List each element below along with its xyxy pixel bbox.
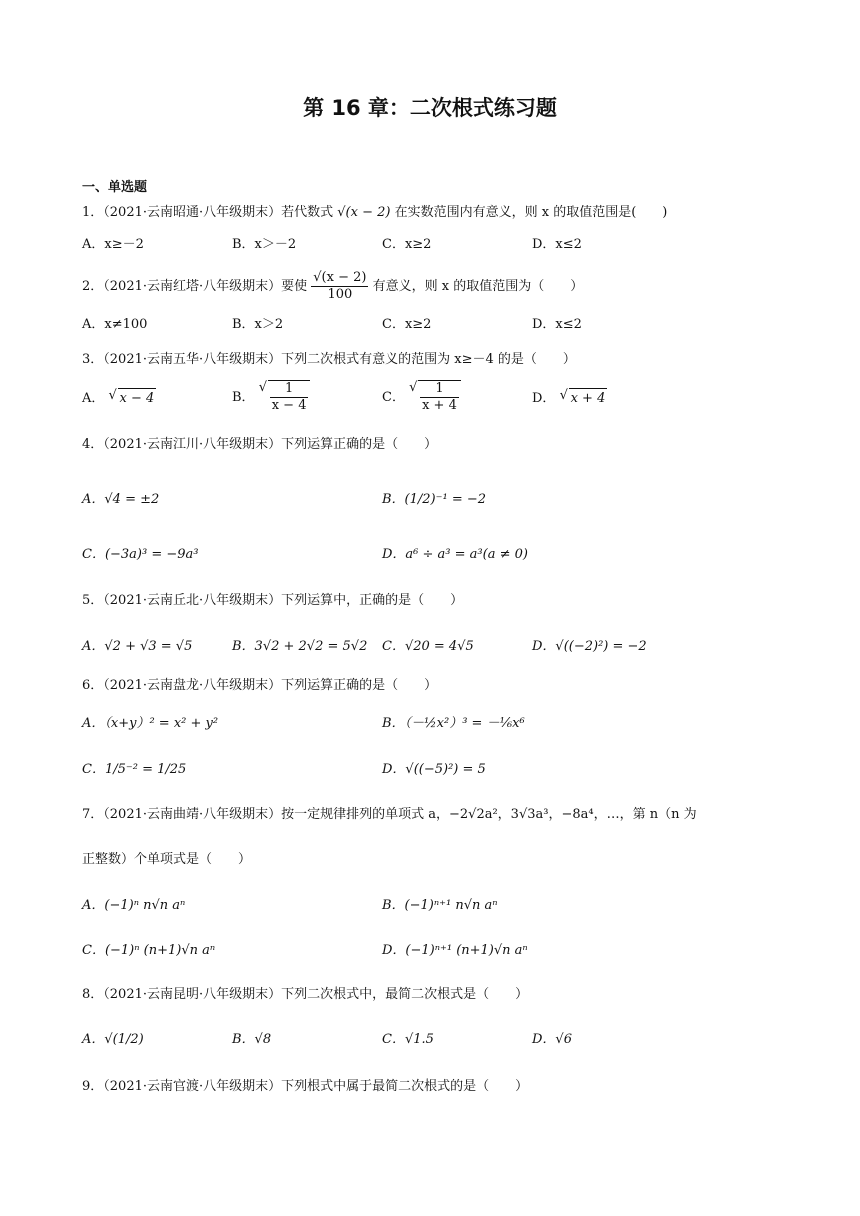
option-label: B． [232, 390, 255, 405]
question-3: 3．（2021·云南五华·八年级期末）下列二次根式有意义的范围为 x≥－4 的是（ ） [82, 352, 576, 367]
option-c [382, 380, 461, 414]
option-b: B．(−1)ⁿ⁺¹ n√n aⁿ [382, 898, 498, 913]
fraction-denominator: x + 4 [422, 398, 457, 413]
option-c: C．√1.5 [382, 1032, 434, 1047]
option-label: A． [82, 391, 105, 406]
option-label: C． [382, 390, 405, 405]
option-c: C．√20 = 4√5 [382, 639, 474, 654]
radical-expression [259, 380, 311, 414]
option-d: D．(−1)ⁿ⁺¹ (n+1)√n aⁿ [382, 943, 528, 958]
radicand: x + 4 [569, 388, 608, 409]
option-a: A．x≥－2 [82, 237, 144, 252]
question-7-continued: 正整数）个单项式是（ ） [82, 852, 252, 867]
question-stem-tail: 在实数范围内有意义，则 x 的取值范围是( ) [394, 205, 668, 220]
question-7: 7．（2021·云南曲靖·八年级期末）按一定规律排列的单项式 a，−2√2a²，3√3a³，−8a⁴，…，第 n（n 为 [82, 807, 697, 822]
option-a: A．x≠100 [82, 317, 148, 332]
fraction-numerator: √(x − 2) [313, 270, 367, 285]
option-c: C．(−3a)³ = −9a³ [82, 547, 199, 562]
option-a: A．√2 + √3 = √5 [82, 639, 193, 654]
option-d: D．√((−2)²) = −2 [532, 639, 647, 654]
question-8: 8．（2021·云南昆明·八年级期末）下列二次根式中，最简二次根式是（ ） [82, 987, 529, 1002]
option-d: D．x≤2 [532, 317, 582, 332]
question-4: 4．（2021·云南江川·八年级期末）下列运算正确的是（ ） [82, 437, 438, 452]
fraction-numerator: √ 1 [270, 381, 309, 398]
radical-expression [409, 380, 461, 414]
option-b [232, 380, 310, 414]
question-expression: √(x − 2) [337, 205, 391, 220]
option-c: C．x≥2 [382, 237, 432, 252]
radical-expression [560, 388, 608, 409]
option-d: D．√6 [532, 1032, 572, 1047]
radicand: x − 4 [118, 388, 157, 409]
option-b: B．x＞2 [232, 317, 284, 332]
radical-expression [109, 388, 157, 409]
fraction-numerator: √ 1 [420, 381, 459, 398]
option-c: C．(−1)ⁿ (n+1)√n aⁿ [82, 943, 216, 958]
question-9: 9．（2021·云南官渡·八年级期末）下列根式中属于最简二次根式的是（ ） [82, 1079, 529, 1094]
option-d: D．√((−5)²) = 5 [382, 762, 486, 777]
option-label: D． [532, 391, 556, 406]
question-stem: 1．（2021·云南昭通·八年级期末）若代数式 [82, 205, 334, 220]
option-d [532, 388, 607, 409]
option-b: B．√8 [232, 1032, 272, 1047]
fraction-denominator: 100 [327, 287, 353, 302]
option-d: D．x≤2 [532, 237, 582, 252]
section-heading: 一、单选题 [82, 180, 148, 195]
question-5: 5．（2021·云南丘北·八年级期末）下列运算中，正确的是（ ） [82, 593, 464, 608]
option-a: A．√(1/2) [82, 1032, 144, 1047]
question-stem-tail: 有意义，则 x 的取值范围为（ ） [372, 279, 584, 294]
option-a: A．√4 = ±2 [82, 492, 160, 507]
question-6: 6．（2021·云南盘龙·八年级期末）下列运算正确的是（ ） [82, 678, 438, 693]
question-fraction [311, 270, 368, 303]
option-b: B．(1/2)⁻¹ = −2 [382, 492, 487, 507]
option-d: D．a⁶ ÷ a³ = a³(a ≠ 0) [382, 547, 528, 562]
option-b: B．（－½x²）³ = －⅙x⁶ [382, 716, 525, 731]
option-c: C．x≥2 [382, 317, 432, 332]
option-b: B．3√2 + 2√2 = 5√2 [232, 639, 368, 654]
option-a [82, 388, 156, 409]
fraction-denominator: x − 4 [271, 398, 307, 413]
question-stem: 2．（2021·云南红塔·八年级期末）要使 [82, 279, 308, 294]
question-1 [82, 203, 667, 223]
question-2 [82, 270, 583, 303]
option-b: B．x＞－2 [232, 237, 297, 252]
page-title: 第 16 章：二次根式练习题 [303, 96, 557, 120]
option-a: A．(−1)ⁿ n√n aⁿ [82, 898, 186, 913]
option-c: C．1/5⁻² = 1/25 [82, 762, 187, 777]
option-a: A．（x+y）² = x² + y² [82, 716, 219, 731]
